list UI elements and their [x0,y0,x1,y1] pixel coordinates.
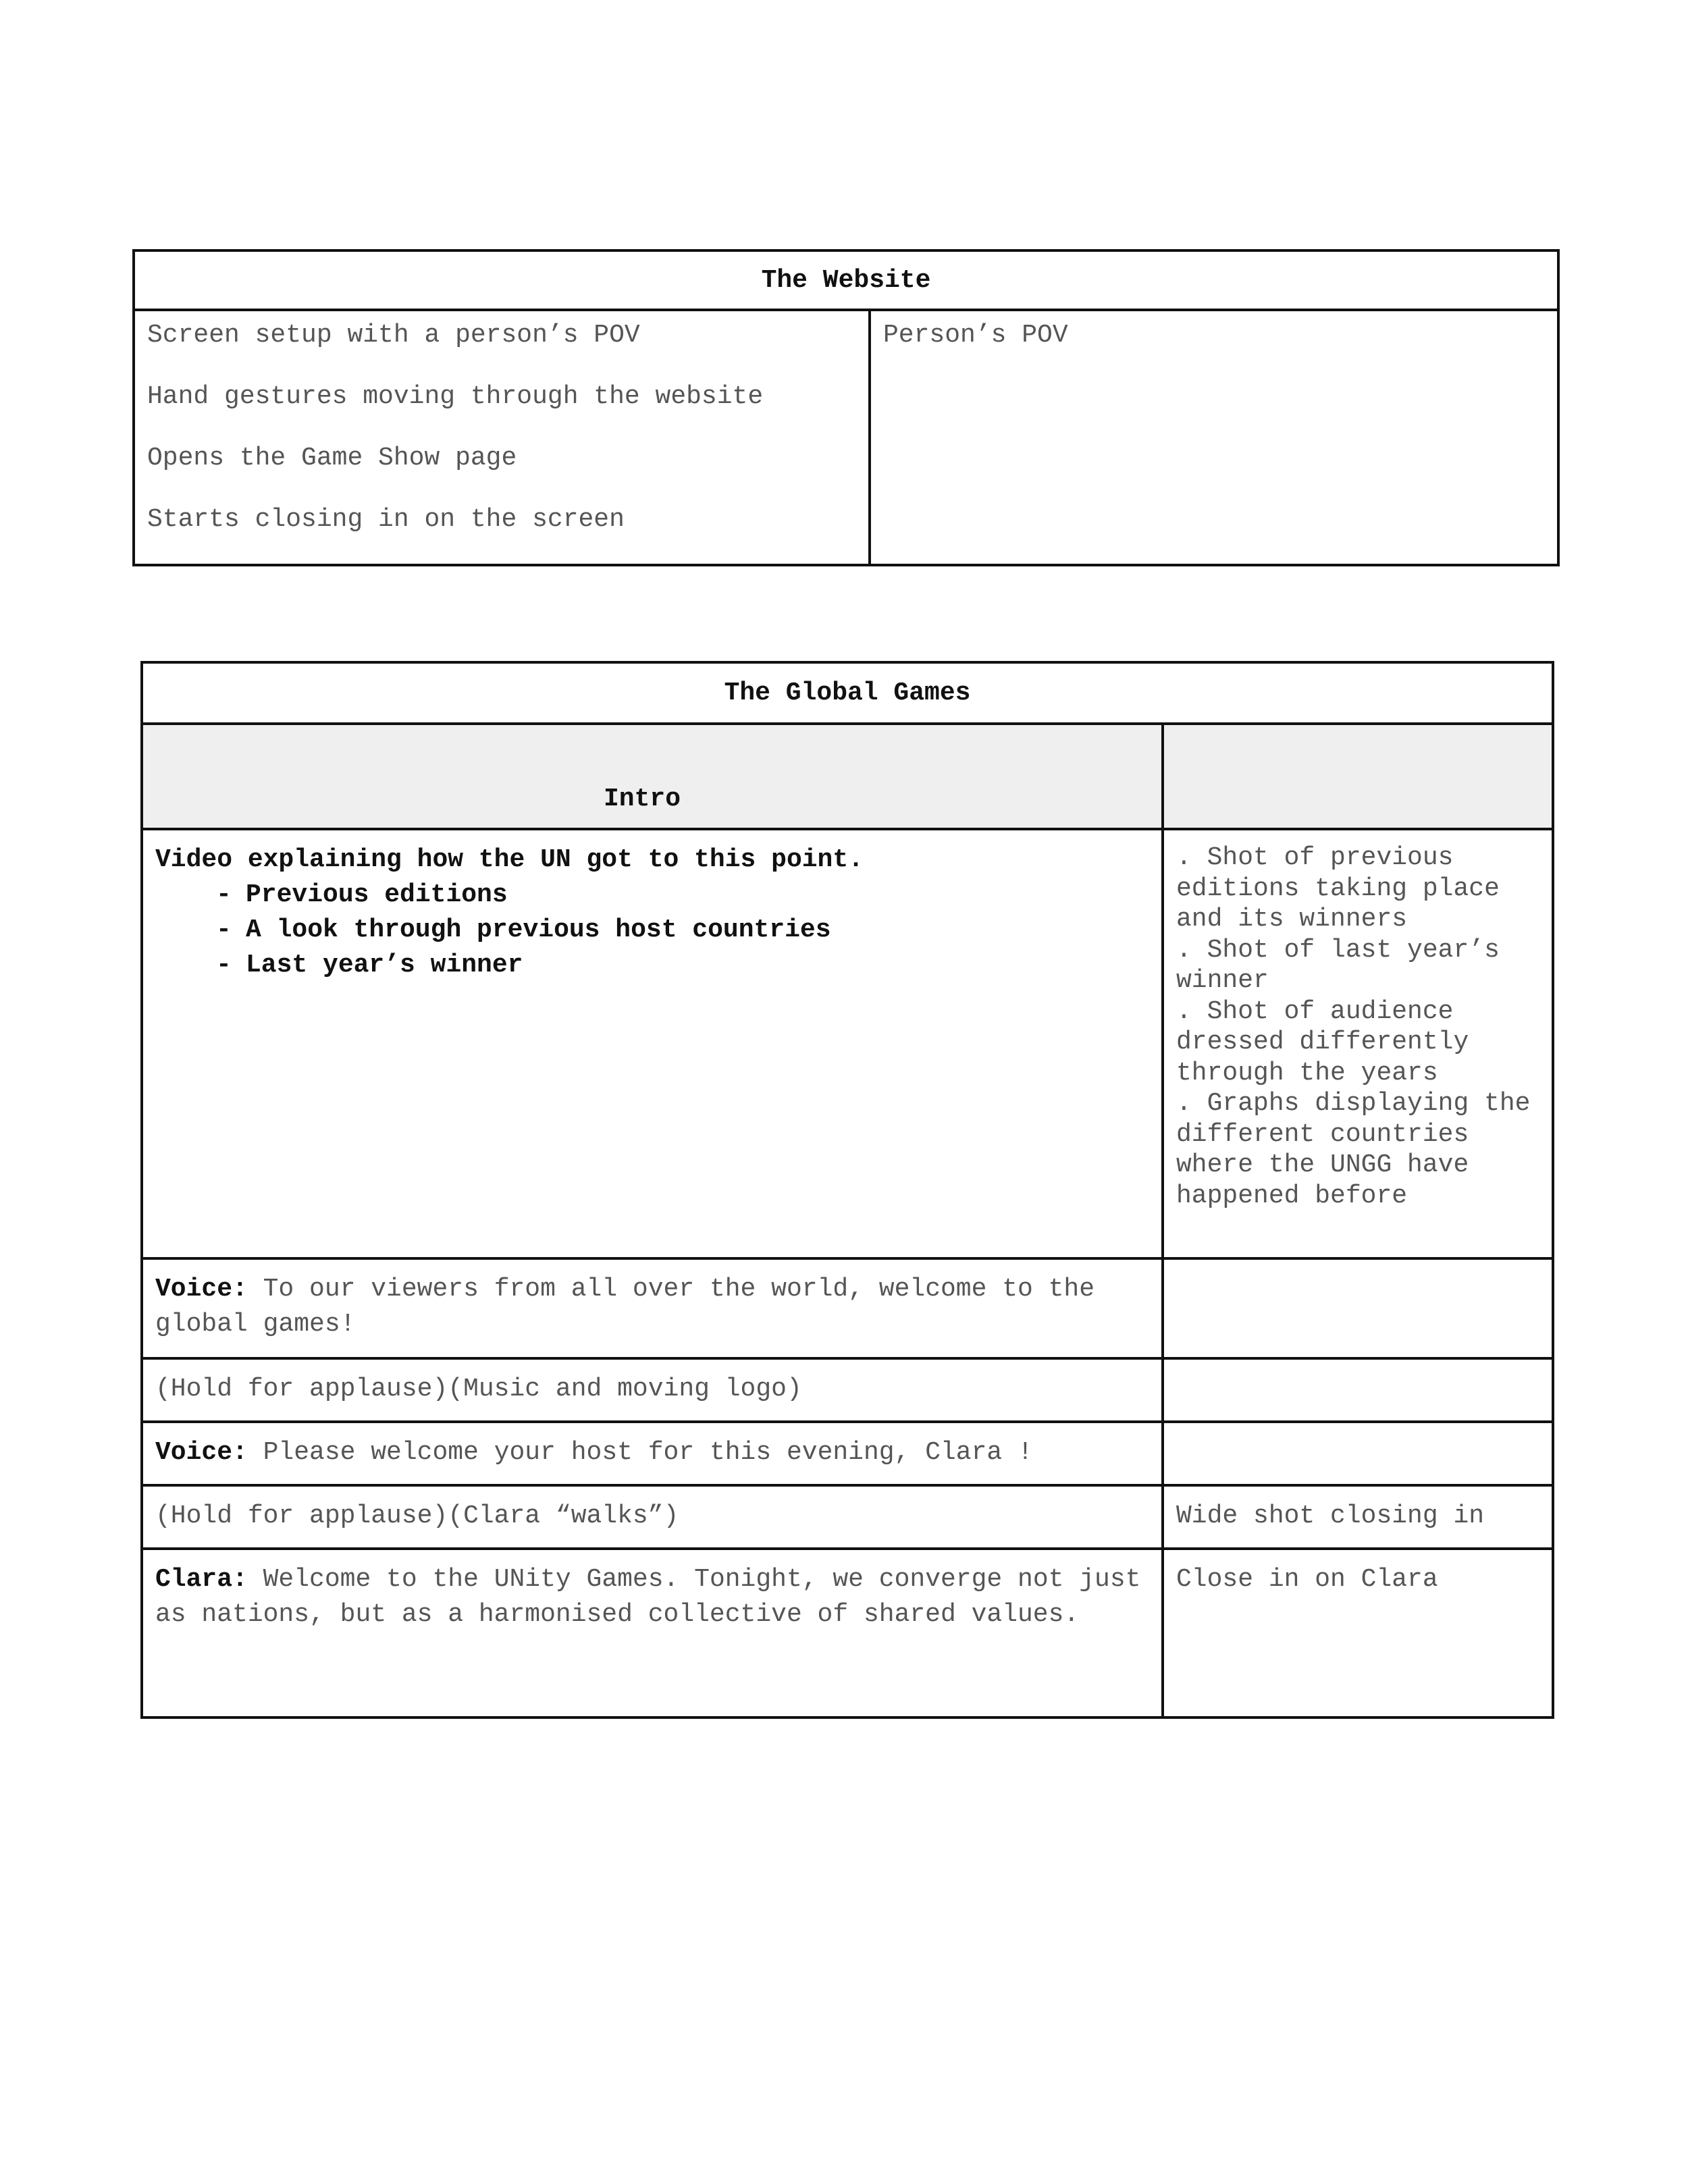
website-shot-text: Person’s POV [883,321,1068,350]
intro-shots-cell [1163,829,1553,1258]
intro-bullet-1: - Previous editions [155,878,1149,913]
website-line-4: Starts closing in on the screen [147,505,625,534]
line-text: Welcome to the UNity Games. Tonight, we converge not just as nations, but as a harmonised collective of shared values. [155,1565,1157,1629]
intro-heading: Video explaining how the UN got to this point. [155,845,864,874]
website-shot-cell [870,310,1558,565]
intro-label: Intro [603,784,681,814]
games-title: The Global Games [142,662,1553,724]
intro-shots-text: . Shot of previous editions taking place and its winners . Shot of last year’s winner . Shot of audience dressed differently through the years . Graphs displaying the different countries where the UNGG have happened before [1176,843,1531,1210]
shot-cell: Close in on Clara [1163,1549,1553,1717]
script-line-hold-clara [142,1485,1163,1549]
script-line-clara-welcome [142,1549,1163,1717]
line-text: Please welcome your host for this evening, Clara ! [247,1438,1033,1467]
speaker-label: Voice: [155,1275,248,1304]
shot-cell [1163,1422,1553,1485]
line-text: (Hold for applause)(Clara “walks”) [155,1501,679,1530]
website-description-cell [134,310,870,565]
shot-cell [1163,1258,1553,1358]
intro-header-cell [142,724,1163,829]
intro-header-empty-cell [1163,724,1553,829]
intro-bullet-2: - A look through previous host countries [155,913,1149,948]
intro-bullet-3: - Last year’s winner [155,948,1149,983]
website-title: The Website [134,250,1558,310]
website-line-3: Opens the Game Show page [147,444,517,473]
speaker-label: Clara: [155,1565,248,1594]
shot-cell: Wide shot closing in [1163,1485,1553,1549]
script-line-voice-host [142,1422,1163,1485]
script-line-hold-music [142,1358,1163,1422]
line-text: To our viewers from all over the world, welcome to the global games! [155,1275,1110,1339]
line-text: (Hold for applause)(Music and moving logo) [155,1375,802,1404]
intro-bullet-list [155,878,1149,983]
website-line-2: Hand gestures moving through the website [147,382,764,411]
games-table [140,661,1554,1719]
script-line-voice-welcome [142,1258,1163,1358]
speaker-label: Voice: [155,1438,248,1467]
shot-cell [1163,1358,1553,1422]
intro-content-cell [142,829,1163,1258]
website-line-1: Screen setup with a person’s POV [147,321,640,350]
website-table [132,249,1560,566]
